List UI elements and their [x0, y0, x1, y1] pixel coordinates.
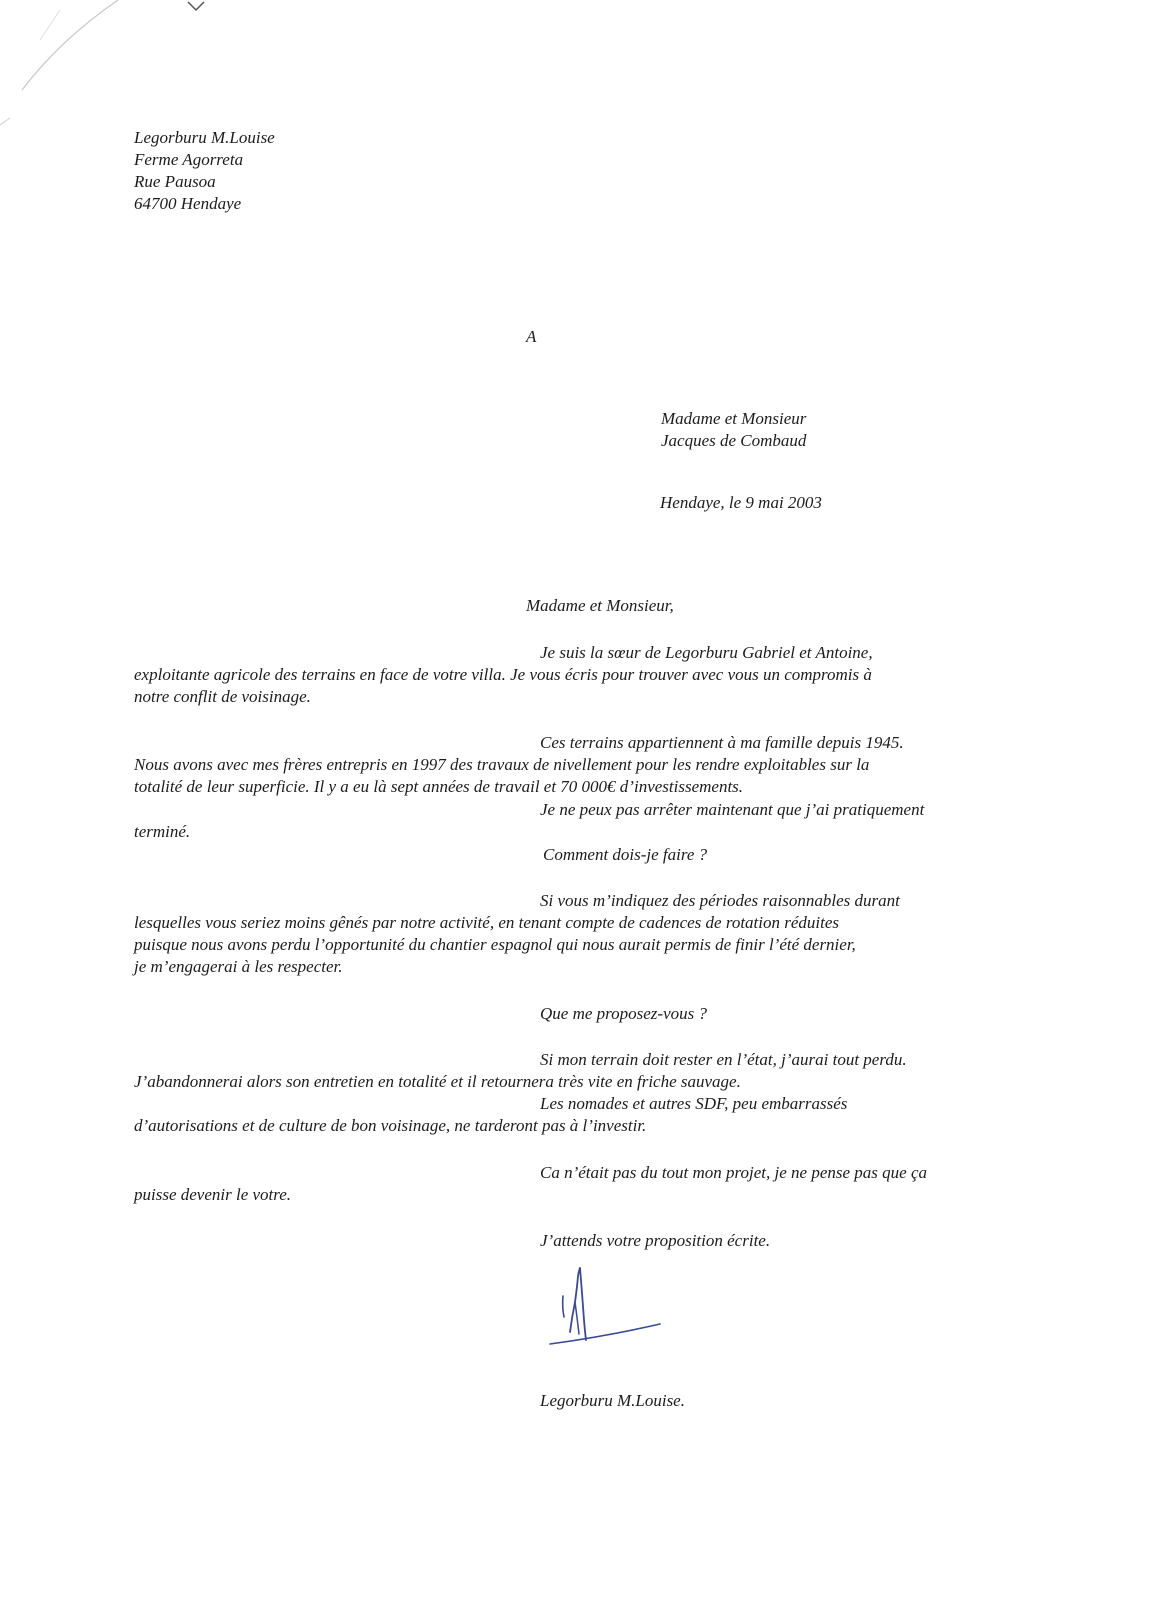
- p9-line-2: puisse devenir le votre.: [134, 1185, 292, 1204]
- recipient-line-1: Madame et Monsieur: [661, 409, 807, 428]
- sender-street: Rue Pausoa: [134, 172, 216, 191]
- p10-closing: J’attends votre proposition écrite.: [540, 1231, 771, 1250]
- handwritten-signature: [548, 1262, 698, 1362]
- p5-line-4: je m’engagerai à les respecter.: [134, 957, 343, 976]
- p5-line-3: puisque nous avons perdu l’opportunité du chantier espagnol qui nous aurait permis de finir l’été dernier,: [134, 935, 856, 954]
- sender-name: Legorburu M.Louise: [134, 128, 275, 147]
- to-marker: A: [526, 327, 537, 346]
- p1-line-2: exploitante agricole des terrains en face de votre villa. Je vous écris pour trouver avec vous un compromis à: [134, 665, 872, 684]
- p3-line-2: terminé.: [134, 822, 191, 841]
- recipient-line-2: Jacques de Combaud: [661, 431, 807, 450]
- p1-line-3: notre conflit de voisinage.: [134, 687, 311, 706]
- p6-question: Que me proposez-vous ?: [540, 1004, 707, 1023]
- p7-line-2: J’abandonnerai alors son entretien en totalité et il retournera très vite en friche sauvage.: [134, 1072, 741, 1091]
- p4-question: Comment dois-je faire ?: [543, 845, 708, 864]
- date-line: Hendaye, le 9 mai 2003: [660, 493, 822, 512]
- p2-line-2: Nous avons avec mes frères entrepris en 1997 des travaux de nivellement pour les rendre exploitables sur la: [134, 755, 870, 774]
- p5-line-2: lesquelles vous seriez moins gênés par notre activité, en tenant compte de cadences de rotation réduites: [134, 913, 840, 932]
- p8-line-1: Les nomades et autres SDF, peu embarrassés: [540, 1094, 848, 1113]
- p9-line-1: Ca n’était pas du tout mon projet, je ne pense pas que ça: [540, 1163, 928, 1182]
- p8-line-2: d’autorisations et de culture de bon voisinage, ne tarderont pas à l’investir.: [134, 1116, 647, 1135]
- p1-line-1: Je suis la sœur de Legorburu Gabriel et Antoine,: [540, 643, 873, 662]
- p5-line-1: Si vous m’indiquez des périodes raisonnables durant: [540, 891, 900, 910]
- sender-city: 64700 Hendaye: [134, 194, 242, 213]
- salutation: Madame et Monsieur,: [526, 596, 674, 615]
- p3-line-1: Je ne peux pas arrêter maintenant que j’ai pratiquement: [540, 800, 925, 819]
- signature-name: Legorburu M.Louise.: [540, 1391, 685, 1410]
- sender-farm: Ferme Agorreta: [134, 150, 244, 169]
- p2-line-3: totalité de leur superficie. Il y a eu là sept années de travail et 70 000€ d’investissements.: [134, 777, 744, 796]
- sender-address: [134, 127, 275, 215]
- p2-line-1: Ces terrains appartiennent à ma famille depuis 1945.: [540, 733, 904, 752]
- recipient-address: [661, 408, 806, 452]
- p7-line-1: Si mon terrain doit rester en l’état, j’aurai tout perdu.: [540, 1050, 907, 1069]
